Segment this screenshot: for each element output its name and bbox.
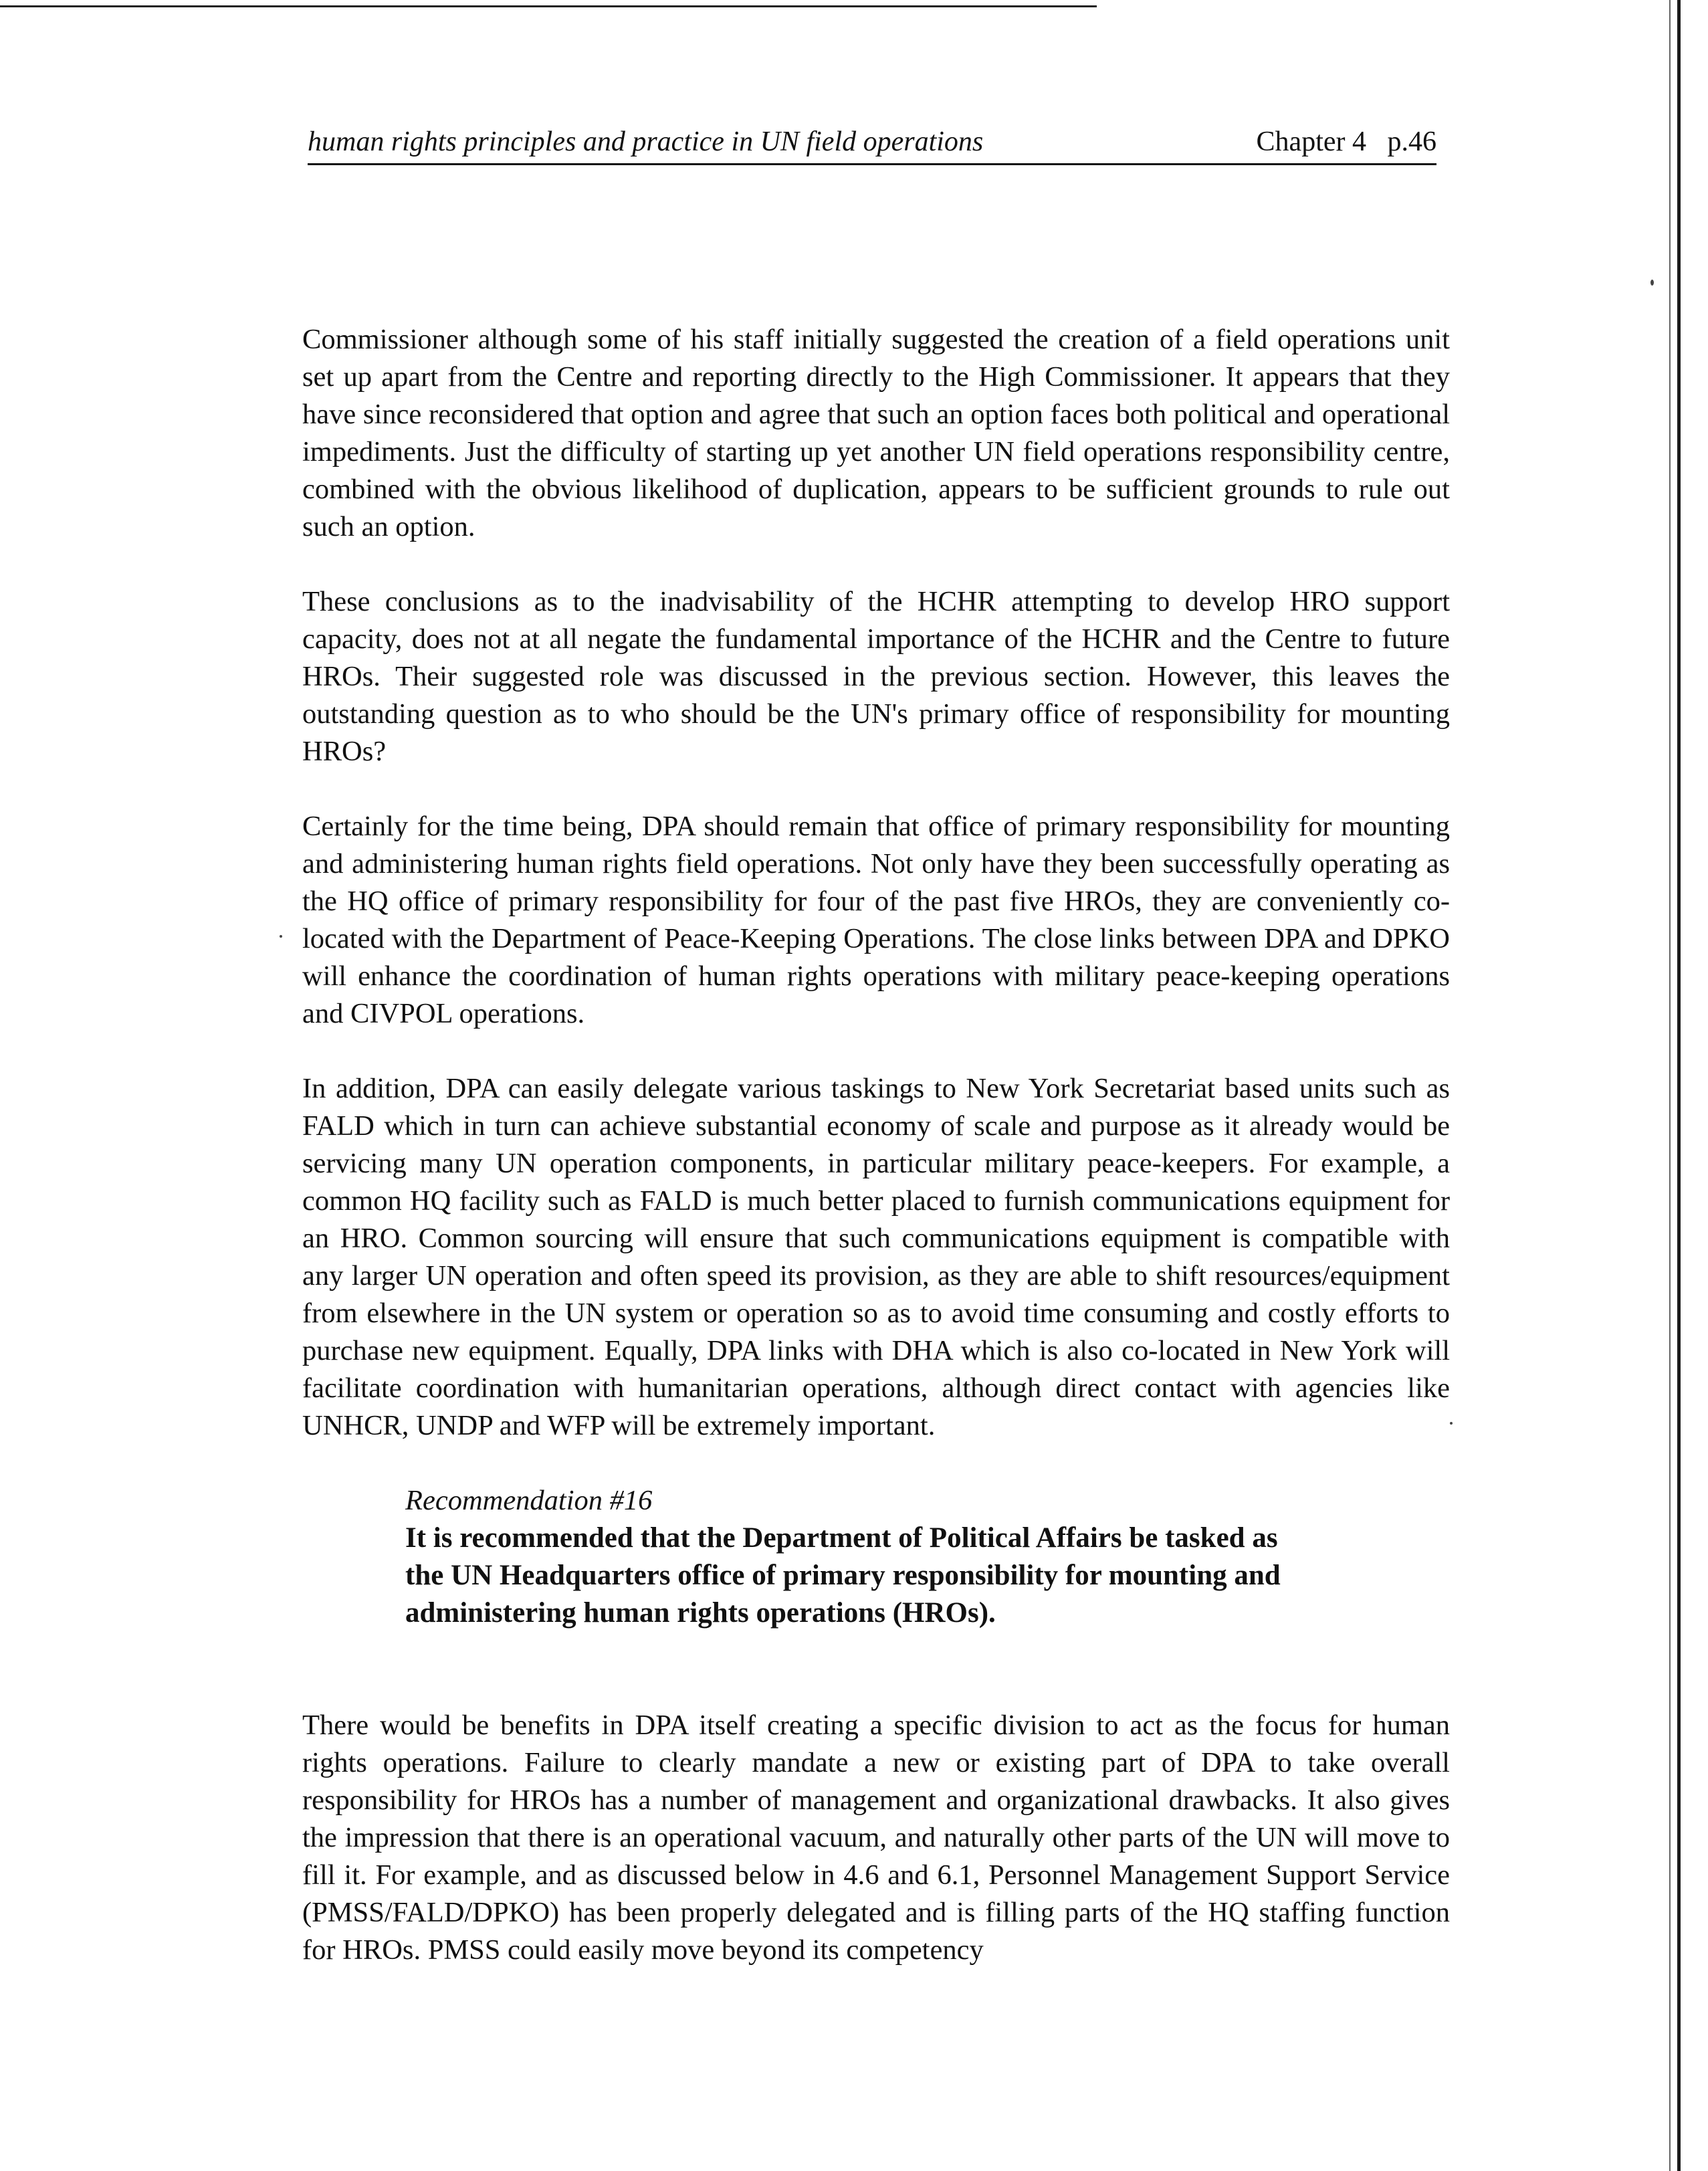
running-title: human rights principles and practice in UN field operations [308,126,984,157]
scan-speck [280,935,282,938]
scan-edge-line-right [1677,0,1681,2171]
recommendation-line-3: administering human rights operations (HROs). [405,1597,996,1629]
paragraph-1: Commissioner although some of his staff initially suggested the creation of a field operations unit set up apart from the Centre and reporting directly to the High Commissioner. It appears that they have since reconsidered that option and agree that such an option faces both political and operational impediments. Just the difficulty of starting up yet another UN field operations responsibility centre, combined with the obvious likelihood of duplication, appears to be sufficient grounds to rule out such an option. [302,324,1450,542]
recommendation-block [405,1482,1355,1632]
paragraph-4: In addition, DPA can easily delegate various taskings to New York Secretariat based units such as FALD which in turn can achieve substantial economy of scale and purpose as it already would be servicing many UN operation components, in particular military peace-keepers. For example, a common HQ facility such as FALD is much better placed to furnish communications equipment for an HRO. Common sourcing will ensure that such communications equipment is compatible with any larger UN operation and often speed its provision, as they are able to shift resources/equipment from elsewhere in the UN system or operation so as to avoid time consuming and costly efforts to purchase new equipment. Equally, DPA links with DHA which is also co-located in New York will facilitate coordination with humanitarian operations, although direct contact with agencies like UNHCR, UNDP and WFP will be extremely important. [302,1073,1450,1441]
paragraph-2: These conclusions as to the inadvisability of the HCHR attempting to develop HRO support capacity, does not at all negate the fundamental importance of the HCHR and the Centre to future HROs. Their suggested role was discussed in the previous section. However, this leaves the outstanding question as to who should be the UN's primary office of responsibility for mounting HROs? [302,586,1450,767]
recommendation-line-2: the UN Headquarters office of primary responsibility for mounting and [405,1560,1281,1591]
scan-edge-line-right-thin [1669,0,1671,2171]
closing-paragraph: There would be benefits in DPA itself creating a specific division to act as the focus for human rights operations. Failure to clearly mandate a new or existing part of DPA to take overall responsibility for HROs has a number of management and organizational drawbacks. It also gives the impression that there is an operational vacuum, and naturally other parts of the UN will move to fill it. For example, and as discussed below in 4.6 and 6.1, Personnel Management Support Service (PMSS/FALD/DPKO) has been properly delegated and is filling parts of the HQ staffing function for HROs. PMSS could easily move beyond its competency [302,1710,1450,1966]
document-body [302,321,1450,2006]
scan-edge-line-top [0,5,1097,7]
scan-speck [1450,1422,1453,1425]
recommendation-title: Recommendation #16 [405,1485,653,1516]
page-reference: Chapter 4 p.46 [1256,126,1436,157]
paragraph-3: Certainly for the time being, DPA should remain that office of primary responsibility for mounting and administering human rights field operations. Not only have they been successfully operating as the HQ office of primary responsibility for four of the past five HROs, they are conveniently co-located with the Department of Peace-Keeping Operations. The close links between DPA and DPKO will enhance the coordination of human rights operations with military peace-keeping operations and CIVPOL operations. [302,811,1450,1029]
recommendation-line-1: It is recommended that the Department of Political Affairs be tasked as [405,1522,1278,1554]
page-header [308,120,1436,165]
scan-speck [1650,280,1654,286]
